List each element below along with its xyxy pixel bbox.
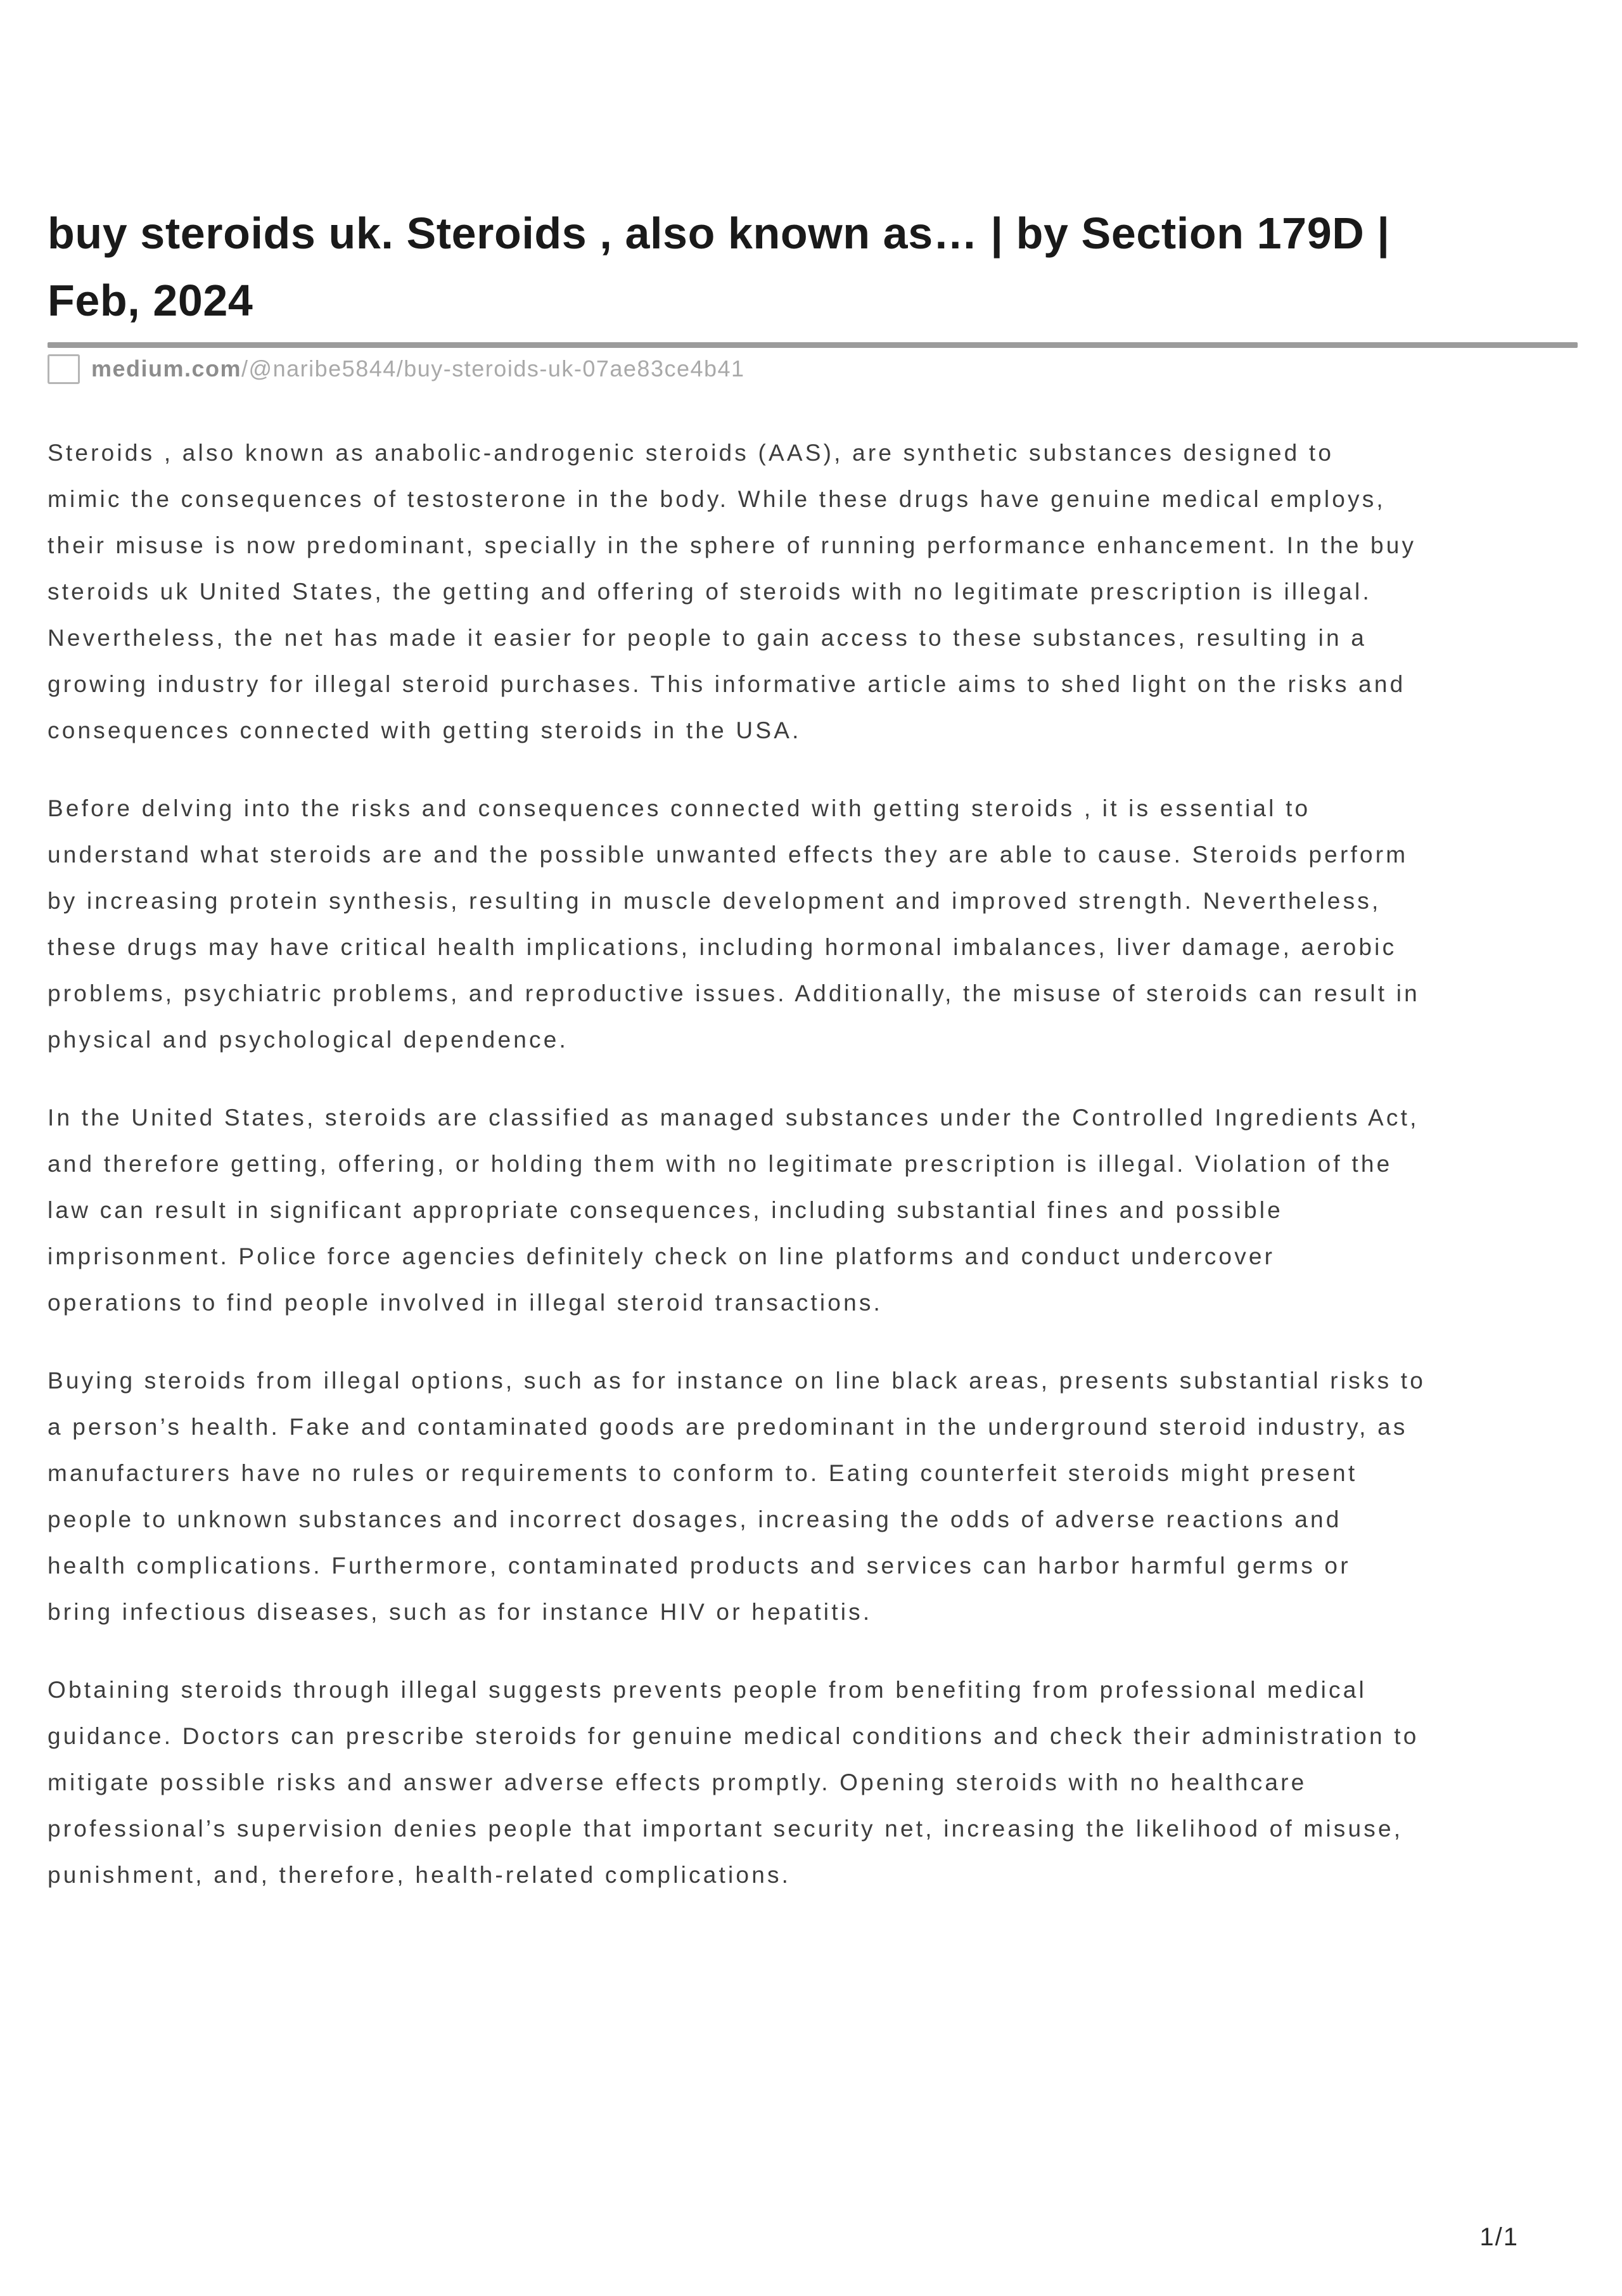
source-row	[48, 352, 1578, 385]
paragraph	[48, 1094, 1578, 1326]
text-line: growing industry for illegal steroid purchases. This informative article aims to shed light on the risks and	[48, 671, 1406, 697]
source-path: /@naribe5844/buy-steroids-uk-07ae83ce4b41	[241, 356, 745, 382]
source-domain: medium.com	[91, 356, 242, 382]
text-line: consequences connected with getting steroids in the USA.	[48, 717, 801, 743]
text-line: their misuse is now predominant, specially in the sphere of running performance enhancement. In the buy	[48, 532, 1417, 558]
text-line: people to unknown substances and incorrect dosages, increasing the odds of adverse reactions and	[48, 1506, 1342, 1532]
text-line: mimic the consequences of testosterone in the body. While these drugs have genuine medical employs,	[48, 486, 1386, 512]
divider	[48, 342, 1578, 348]
paragraph	[48, 785, 1578, 1063]
text-line: bring infectious diseases, such as for instance HIV or hepatitis.	[48, 1599, 872, 1625]
text-line: professional’s supervision denies people that important security net, increasing the likelihood of misuse,	[48, 1816, 1403, 1842]
text-line: mitigate possible risks and answer adverse effects promptly. Opening steroids with no healthcare	[48, 1769, 1307, 1795]
text-line: steroids uk United States, the getting and offering of steroids with no legitimate prescription is illegal.	[48, 579, 1372, 605]
title-line-2: Feb, 2024	[48, 276, 253, 325]
article-body	[48, 430, 1578, 1898]
text-line: operations to find people involved in illegal steroid transactions.	[48, 1290, 883, 1316]
text-line: problems, psychiatric problems, and reproductive issues. Additionally, the misuse of steroids can result in	[48, 980, 1420, 1006]
text-line: In the United States, steroids are classified as managed substances under the Controlled Ingredients Act,	[48, 1105, 1419, 1131]
text-line: punishment, and, therefore, health-related complications.	[48, 1862, 791, 1888]
text-line: Steroids , also known as anabolic-androgenic steroids (AAS), are synthetic substances designed to	[48, 440, 1334, 466]
page-title	[48, 200, 1578, 334]
page-indicator: 1/1	[1479, 2223, 1519, 2251]
text-line: physical and psychological dependence.	[48, 1027, 568, 1053]
text-line: Obtaining steroids through illegal suggests prevents people from benefiting from professional medical	[48, 1677, 1367, 1703]
text-line: health complications. Furthermore, contaminated products and services can harbor harmful germs or	[48, 1553, 1351, 1579]
paragraph	[48, 1667, 1578, 1898]
text-line: a person’s health. Fake and contaminated goods are predominant in the underground steroid industry, as	[48, 1414, 1408, 1440]
text-line: Buying steroids from illegal options, such as for instance on line black areas, presents substantial risks to	[48, 1368, 1426, 1394]
favicon-placeholder-icon	[48, 354, 80, 384]
text-line: these drugs may have critical health implications, including hormonal imbalances, liver damage, aerobic	[48, 934, 1397, 960]
text-line: understand what steroids are and the possible unwanted effects they are able to cause. Steroids perform	[48, 842, 1408, 868]
text-line: guidance. Doctors can prescribe steroids for genuine medical conditions and check their administration to	[48, 1723, 1419, 1749]
text-line: Before delving into the risks and consequences connected with getting steroids , it is essential to	[48, 795, 1311, 821]
text-line: Nevertheless, the net has made it easier for people to gain access to these substances, resulting in a	[48, 625, 1367, 651]
paragraph	[48, 430, 1578, 754]
paragraph	[48, 1357, 1578, 1635]
text-line: and therefore getting, offering, or holding them with no legitimate prescription is illegal. Violation of the	[48, 1151, 1393, 1177]
text-line: law can result in significant appropriate consequences, including substantial fines and possible	[48, 1197, 1283, 1223]
source-url	[91, 356, 745, 382]
text-line: imprisonment. Police force agencies definitely check on line platforms and conduct undercover	[48, 1243, 1275, 1269]
text-line: by increasing protein synthesis, resulting in muscle development and improved strength. Nevertheless,	[48, 888, 1381, 914]
article-content	[48, 200, 1578, 1930]
text-line: manufacturers have no rules or requirements to conform to. Eating counterfeit steroids might present	[48, 1460, 1358, 1486]
title-line-1: buy steroids uk. Steroids , also known as… | by Section 179D |	[48, 208, 1390, 258]
